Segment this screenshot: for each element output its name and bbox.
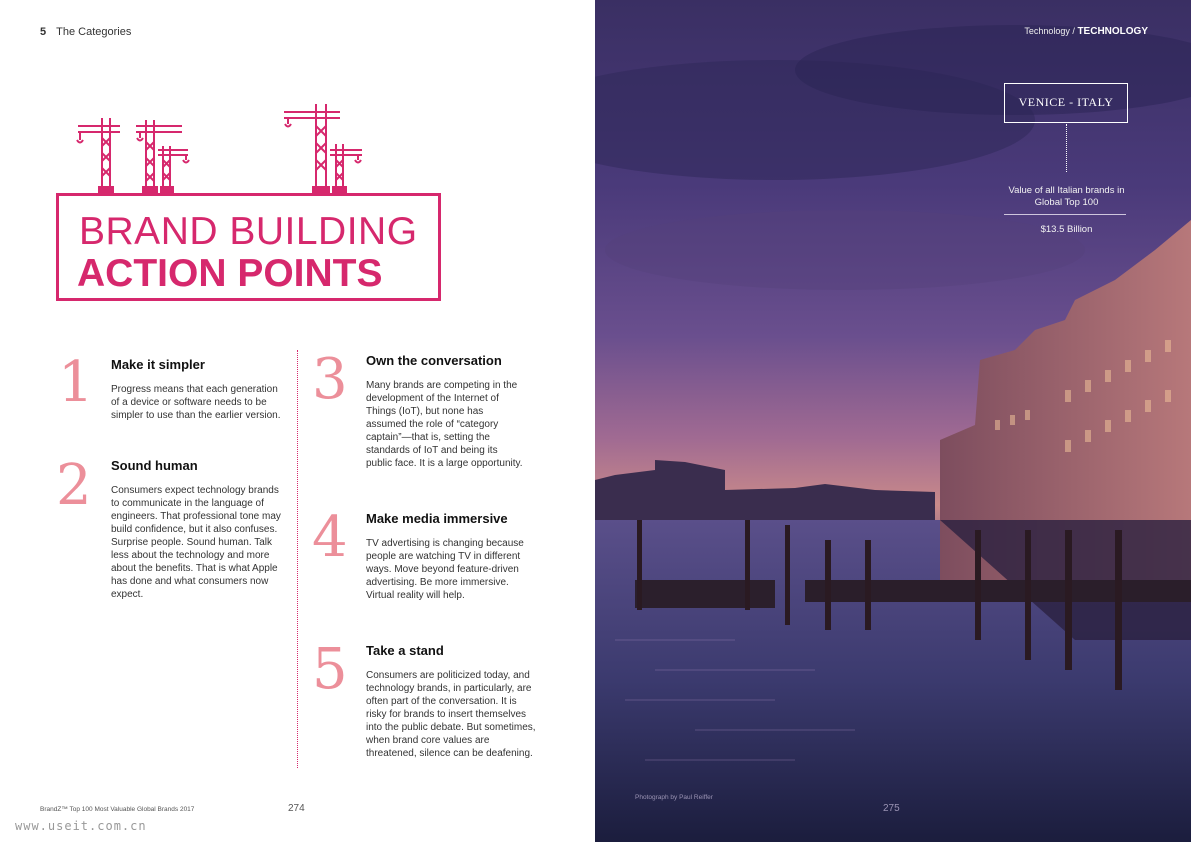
stat-rule [1004,214,1126,215]
action-point [366,353,546,470]
item-number: 2 [56,453,92,518]
action-point [366,643,546,760]
folio: 275 [883,803,900,814]
page-number: 5 [40,26,47,38]
action-text: Consumers are politicized today, and technology brands, in particularly, are often part of the conversation. It is risky for brands to insert themselves into the public debate. But sometimes, when brand core values are threatened, silence can be deafening. [366,670,536,759]
column-divider [297,350,298,768]
title-line-1: BRAND BUILDING [79,210,418,253]
action-title: Make it simpler [111,357,205,372]
section-name: The Categories [56,26,132,38]
folio: 274 [288,803,305,814]
breadcrumb-current: TECHNOLOGY [1077,26,1148,37]
stat-value: $13.5 Billion [1040,224,1093,235]
action-point [111,357,291,422]
action-title: Own the conversation [366,353,502,368]
breadcrumb-separator: / [1072,26,1075,36]
venice-photo [595,0,1191,842]
callout-line [1066,124,1067,172]
action-title: Make media immersive [366,511,508,526]
item-number: 4 [312,505,348,570]
action-point [366,511,546,602]
photo-credit: Photograph by Paul Reiffer [635,794,713,801]
action-title: Sound human [111,458,198,473]
running-header [40,26,131,38]
action-text: Progress means that each generation of a device or software needs to be simpler to use than the earlier version. [111,384,281,421]
item-number: 1 [58,350,94,415]
action-text: Many brands are competing in the development of the Internet of Things (IoT), but none has assumed the role of “category captain”—that is, setting the standards of IoT and being its public face. It is a large opportunity. [366,380,523,469]
watermark: www.useit.com.cn [15,819,147,833]
location-label: VENICE - ITALY [1004,83,1128,123]
stat-label: Value of all Italian brands in Global Top 100 [1008,185,1125,208]
cranes-illustration [70,98,370,195]
action-title: Take a stand [366,643,444,658]
action-text: Consumers expect technology brands to communicate in the language of engineers. That professional tone may build confidence, but it also confuses. Surprise people. Sound human. Talk less about the technology and more about the benefits. That is what Apple has done and what consumers now expect. [111,485,281,600]
footer-text: BrandZ™ Top 100 Most Valuable Global Brands 2017 [40,806,195,813]
breadcrumb-category: Technology [1024,26,1070,36]
breadcrumb [1024,26,1148,37]
action-point [111,458,291,601]
title-box [56,193,441,301]
item-number: 3 [312,347,348,412]
title-line-2: ACTION POINTS [77,252,383,295]
item-number: 5 [312,637,348,702]
action-text: TV advertising is changing because people are watching TV in different ways. Move beyond feature-driven advertising. Be more immersive. Virtual reality will help. [366,538,524,601]
left-page [0,0,595,842]
right-page-photo [595,0,1191,842]
